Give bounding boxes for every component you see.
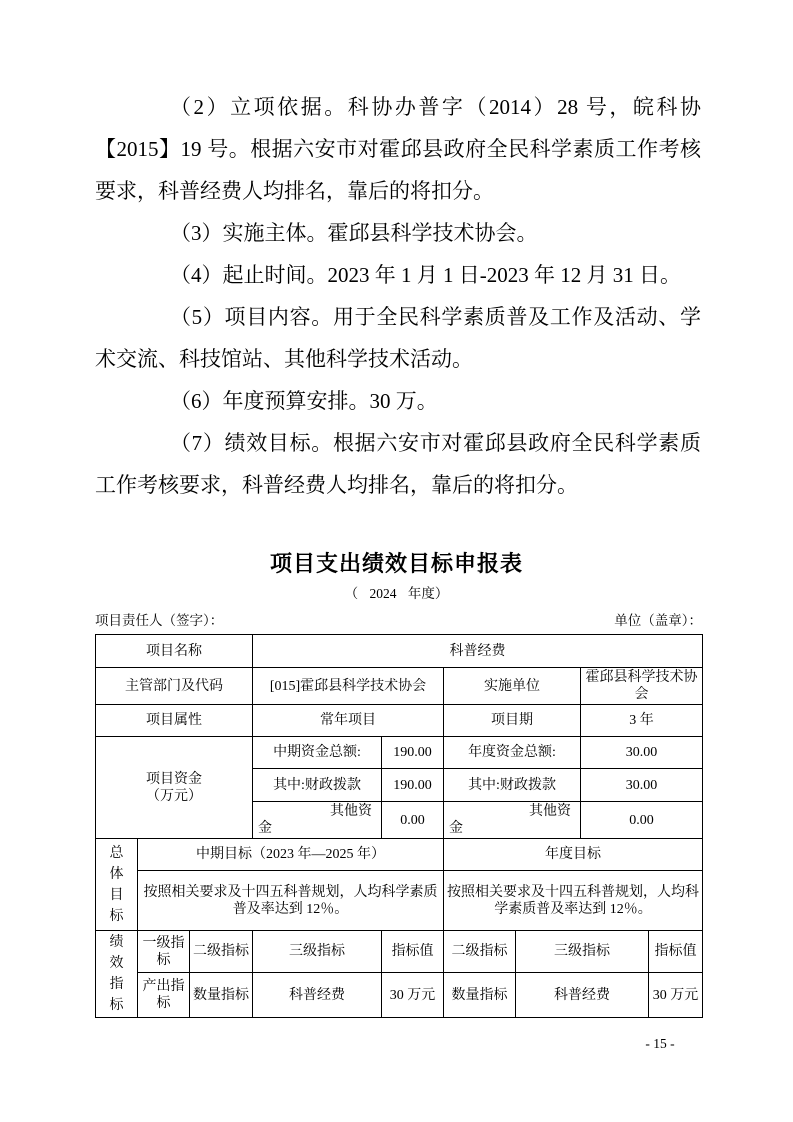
cell-row-value-annual: 30 万元 [649,973,703,1018]
cell-mid-goal-header: 中期目标（2023 年—2025 年） [138,839,444,871]
cell-project-name-label: 项目名称 [96,635,253,668]
table-row [96,931,703,973]
form-title: 项目支出绩效目标申报表 [269,551,523,576]
mid-other-label-line2: 金 [258,821,273,836]
cell-mid-total-label: 中期资金总额: [253,737,382,769]
table-row [96,973,703,1018]
table-row [96,635,703,668]
funds-label-line1: 项目资金 [146,771,202,787]
table-row [96,737,703,769]
cell-annual-goal-text: 按照相关要求及十四五科普规划，人均科学素质普及率达到 12％。 [444,871,703,931]
table-row [96,705,703,737]
cell-mid-fiscal-label: 其中:财政拨款 [253,769,382,802]
cell-performance-side-label [96,931,138,1018]
cell-header-level3: 三级指标 [253,931,382,973]
page-number: - 15 - [645,1036,675,1051]
body-text [95,86,701,506]
cell-mid-fiscal-value: 190.00 [382,769,444,802]
cell-row-level3: 科普经费 [253,973,382,1018]
cell-impl-unit-label: 实施单位 [444,668,581,705]
unit-seal-label: 单位（盖章）： [614,613,702,628]
cell-row-level2-annual: 数量指标 [444,973,516,1018]
funds-label-line2: （万元） [146,788,202,804]
cell-dept-value: [015]霍邱县科学技术协会 [253,668,444,705]
signature-row [95,609,702,629]
cell-annual-total-value: 30.00 [581,737,703,769]
table-row [96,668,703,705]
signer-label: 项目责任人（签字）： [95,613,224,628]
annual-other-label-line1: 其他资 [529,804,572,819]
cell-impl-unit-value: 霍邱县科学技术协会 [581,668,703,705]
cell-funds-label [96,737,253,839]
cell-annual-fiscal-value: 30.00 [581,769,703,802]
cell-dept-label: 主管部门及代码 [96,668,253,705]
cell-row-level3-annual: 科普经费 [516,973,649,1018]
paragraph-item-3: （3）实施主体。霍邱县科学技术协会。 [170,221,538,245]
cell-annual-other-value: 0.00 [581,802,703,839]
paragraph-item-4: （4）起止时间。2023 年 1 月 1 日-2023 年 12 月 31 日。 [170,263,681,287]
paragraph-item-2: （2）立项依据。科协办普字（2014）28 号，皖科协【2015】19 号。根据六安市对霍邱县政府全民科学素质工作考核要求，科普经费人均排名，靠后的将扣分。 [95,95,701,203]
cell-annual-goal-header: 年度目标 [444,839,703,871]
cell-annual-fiscal-label: 其中:财政拨款 [444,769,581,802]
mid-other-label-line1: 其他资 [330,804,373,819]
cell-header-level2: 二级指标 [190,931,253,973]
paragraph-item-5: （5）项目内容。用于全民科学素质普及工作及活动、学术交流、科技馆站、其他科学技术活动。 [95,305,701,371]
overall-goal-vertical-label: 总体目标 [109,845,124,924]
cell-mid-total-value: 190.00 [382,737,444,769]
table-row [96,871,703,931]
cell-period-label: 项目期 [444,705,581,737]
cell-header-value-annual: 指标值 [649,931,703,973]
cell-mid-other-value: 0.00 [382,802,444,839]
paragraph-item-6: （6）年度预算安排。30 万。 [170,389,438,413]
cell-attr-label: 项目属性 [96,705,253,737]
performance-vertical-label: 绩效指标 [109,935,124,1013]
cell-row-level2: 数量指标 [190,973,253,1018]
cell-attr-value: 常年项目 [253,705,444,737]
paragraph-item-7: （7）绩效目标。根据六安市对霍邱县政府全民科学素质工作考核要求，科普经费人均排名，靠后的将扣分。 [95,431,701,497]
cell-overall-goal-side-label [96,839,138,931]
cell-annual-total-label: 年度资金总额: [444,737,581,769]
cell-header-level3-annual: 三级指标 [516,931,649,973]
cell-header-value: 指标值 [382,931,444,973]
cell-period-value: 3 年 [581,705,703,737]
cell-mid-goal-text: 按照相关要求及十四五科普规划，人均科学素质普及率达到 12％。 [138,871,444,931]
cell-header-level1: 一级指标 [138,931,190,973]
annual-other-label-line2: 金 [449,821,464,836]
form-year-subtitle: （ 2024 年度） [344,586,449,601]
cell-row-value: 30 万元 [382,973,444,1018]
table-row [96,839,703,871]
cell-row-level1: 产出指标 [138,973,190,1018]
cell-project-name-value: 科普经费 [253,635,703,668]
cell-annual-other-label [444,802,581,839]
cell-header-level2-annual: 二级指标 [444,931,516,973]
cell-mid-other-label [253,802,382,839]
performance-target-table [95,634,703,1018]
